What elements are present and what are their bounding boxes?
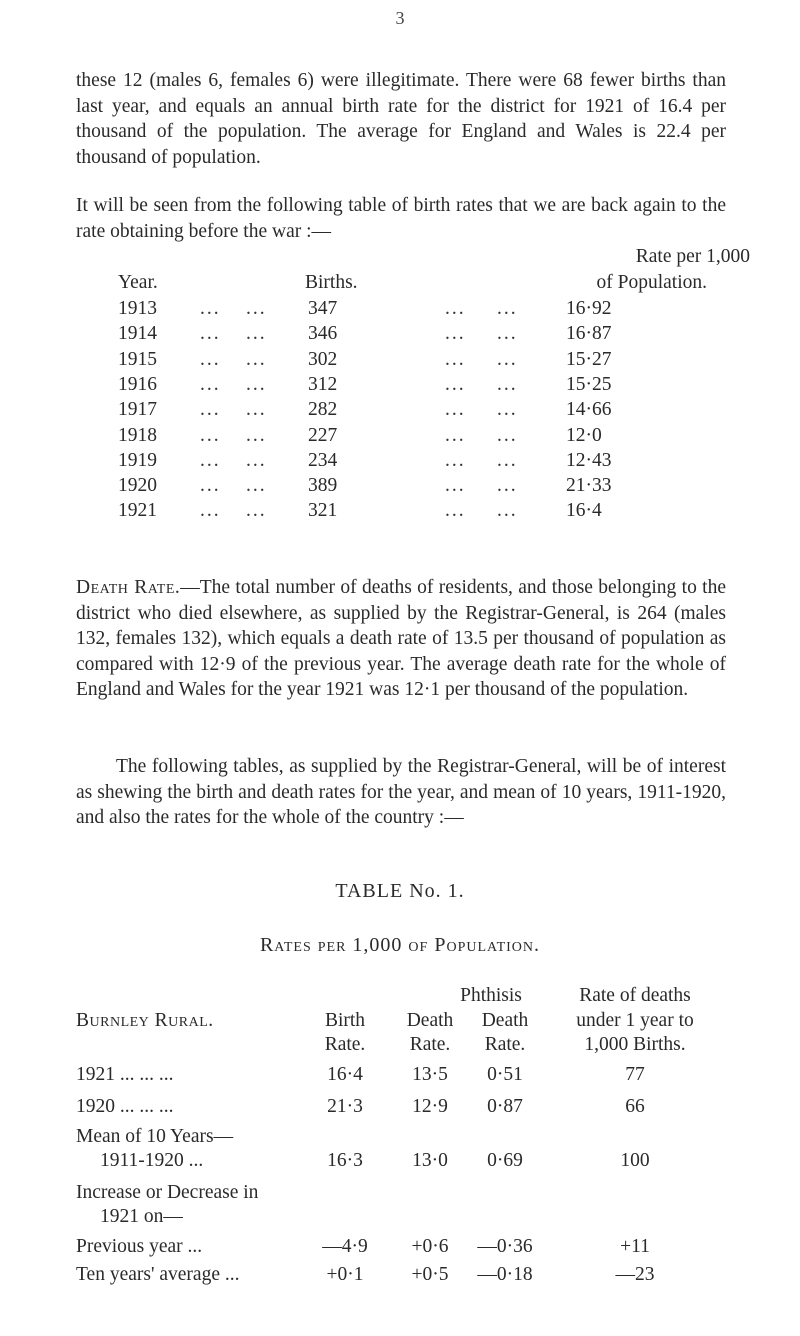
page-number: 3 <box>395 8 405 28</box>
birth-rate: 12·43 <box>566 449 612 471</box>
cell-birth: 16·4 <box>327 1064 363 1085</box>
birth-rate: 16·92 <box>566 298 612 319</box>
leader-dots: ... <box>246 399 267 421</box>
cell-birth: 16·3 <box>327 1150 363 1171</box>
birth-rate: 12·0 <box>566 424 602 446</box>
birth-year: 1915 <box>118 348 157 370</box>
row-label-line1: Mean of 10 Years— <box>76 1126 234 1147</box>
leader-dots: ... <box>445 298 466 319</box>
birth-count: 234 <box>308 449 338 471</box>
header-infant-0: Rate of deaths <box>579 985 691 1006</box>
cell-birth: —4·9 <box>322 1236 368 1257</box>
birth-count: 389 <box>308 475 338 497</box>
cell-birth: 21·3 <box>327 1096 363 1117</box>
birth-year: 1917 <box>118 399 157 421</box>
col-header-year: Year. <box>118 272 158 293</box>
leader-dots: ... <box>200 399 221 421</box>
header-birth-2: Rate. <box>324 1034 366 1055</box>
cell-phthisis: 0·69 <box>487 1150 523 1171</box>
leader-dots: ... <box>445 500 466 522</box>
leader-dots: ... <box>497 373 518 395</box>
birth-count: 312 <box>308 373 338 395</box>
birth-rate: 16·87 <box>566 323 612 345</box>
leader-dots: ... <box>445 323 466 345</box>
cell-death: +0·6 <box>411 1236 449 1257</box>
leader-dots: ... <box>200 424 221 446</box>
leader-dots: ... <box>200 298 221 319</box>
birth-year: 1919 <box>118 449 157 471</box>
birth-year: 1918 <box>118 424 157 446</box>
row-label: Previous year ... <box>76 1236 203 1257</box>
row-label-line1: Increase or Decrease in <box>76 1182 259 1203</box>
leader-dots: ... <box>445 373 466 395</box>
birth-count: 302 <box>308 348 338 370</box>
table-title: TABLE No. 1. <box>335 880 465 902</box>
row-label: 1921 ... ... ... <box>76 1064 174 1085</box>
cell-death: +0·5 <box>411 1264 449 1285</box>
death-rate-heading: Death Rate. <box>76 577 181 598</box>
leader-dots: ... <box>246 298 267 319</box>
intro-text: It will be seen from the following table of birth rates that we are back again to the rate obtaining before the war :— <box>76 195 726 242</box>
birth-year: 1920 <box>118 475 157 497</box>
col-header-rate-1: Rate per 1,000 <box>635 246 750 267</box>
leader-dots: ... <box>246 348 267 370</box>
birth-count: 321 <box>308 500 338 522</box>
paragraph-birth-table-intro <box>76 193 726 244</box>
col-header-rate-2: of Population. <box>596 272 707 293</box>
leader-dots: ... <box>200 500 221 522</box>
row-label: 1911-1920 ... <box>100 1150 204 1171</box>
cell-birth: +0·1 <box>326 1264 364 1285</box>
paragraph-births: these 12 (males 6, females 6) were illegitimate. There were 68 fewer births than last year, and equals an annual birth rate for the district for 1921 of 16.4 per thousand of the population. The average for England and Wales is 22.4 per thousand of population. <box>76 70 726 168</box>
cell-death: 13·0 <box>412 1150 448 1171</box>
cell-death: 12·9 <box>412 1096 448 1117</box>
leader-dots: ... <box>246 323 267 345</box>
leader-dots: ... <box>445 475 466 497</box>
leader-dots: ... <box>497 424 518 446</box>
birth-rate: 14·66 <box>566 399 612 421</box>
birth-count: 227 <box>308 424 338 446</box>
leader-dots: ... <box>497 323 518 345</box>
row-label: 1920 ... ... ... <box>76 1096 174 1117</box>
birth-year: 1914 <box>118 323 157 345</box>
birth-count: 347 <box>308 298 338 319</box>
leader-dots: ... <box>497 500 518 522</box>
birth-rate: 15·27 <box>566 348 612 370</box>
cell-phthisis: —0·36 <box>477 1236 533 1257</box>
cell-phthisis: 0·87 <box>487 1096 523 1117</box>
leader-dots: ... <box>200 323 221 345</box>
header-infant-1: under 1 year to <box>576 1010 694 1031</box>
birth-count: 346 <box>308 323 338 345</box>
leader-dots: ... <box>497 348 518 370</box>
header-phthisis-2: Rate. <box>484 1034 526 1055</box>
cell-infant: 100 <box>620 1150 650 1171</box>
header-phthisis-1: Death <box>481 1010 529 1031</box>
col-header-births: Births. <box>305 272 358 293</box>
birth-year: 1913 <box>118 298 157 319</box>
birth-rate: 21·33 <box>566 475 612 497</box>
leader-dots: ... <box>200 449 221 471</box>
leader-dots: ... <box>497 475 518 497</box>
leader-dots: ... <box>497 449 518 471</box>
header-district: Burnley Rural. <box>76 1010 214 1031</box>
cell-phthisis: —0·18 <box>477 1264 533 1285</box>
leader-dots: ... <box>246 500 267 522</box>
leader-dots: ... <box>246 373 267 395</box>
leader-dots: ... <box>497 298 518 319</box>
row-label-line2: 1921 on— <box>100 1206 183 1227</box>
death-rate-text: —The total number of deaths of residents, and those belonging to the district who died elsewhere, as supplied by the Registrar-General, is 264 (males 132, females 132), which equals a death rate of 13.5 per thousand of population as compared with 12·9 of the previous year. The average death rate for the whole of England and Wales for the year 1921 was 12·1 per thousand of the population. <box>76 577 726 700</box>
header-death-2: Rate. <box>409 1034 451 1055</box>
paragraph-death-rate <box>76 575 726 703</box>
leader-dots: ... <box>246 475 267 497</box>
cell-infant: —23 <box>615 1264 655 1285</box>
row-label: Ten years' average ... <box>76 1264 240 1285</box>
cell-death: 13·5 <box>412 1064 448 1085</box>
leader-dots: ... <box>445 399 466 421</box>
cell-infant: +11 <box>620 1236 650 1257</box>
leader-dots: ... <box>200 348 221 370</box>
leader-dots: ... <box>497 399 518 421</box>
leader-dots: ... <box>445 449 466 471</box>
leader-dots: ... <box>200 373 221 395</box>
cell-phthisis: 0·51 <box>487 1064 523 1085</box>
leader-dots: ... <box>246 449 267 471</box>
cell-infant: 77 <box>625 1064 645 1085</box>
leader-dots: ... <box>200 475 221 497</box>
leader-dots: ... <box>445 348 466 370</box>
header-death-1: Death <box>406 1010 454 1031</box>
table-subtitle: Rates per 1,000 of Population. <box>259 934 541 956</box>
paragraph-tables-intro: The following tables, as supplied by the Registrar-General, will be of interest as shewing the birth and death rates for the year, and mean of 10 years, 1911-1920, and also the rates for the whole of the country :— <box>76 756 726 828</box>
cell-infant: 66 <box>625 1096 645 1117</box>
header-infant-2: 1,000 Births. <box>584 1034 686 1055</box>
header-phthisis-0: Phthisis <box>460 985 522 1006</box>
birth-rate: 15·25 <box>566 373 612 395</box>
header-birth-1: Birth <box>324 1010 366 1031</box>
birth-year: 1921 <box>118 500 157 522</box>
leader-dots: ... <box>246 424 267 446</box>
birth-year: 1916 <box>118 373 157 395</box>
leader-dots: ... <box>445 424 466 446</box>
birth-rate: 16·4 <box>566 500 602 522</box>
birth-count: 282 <box>308 399 338 421</box>
